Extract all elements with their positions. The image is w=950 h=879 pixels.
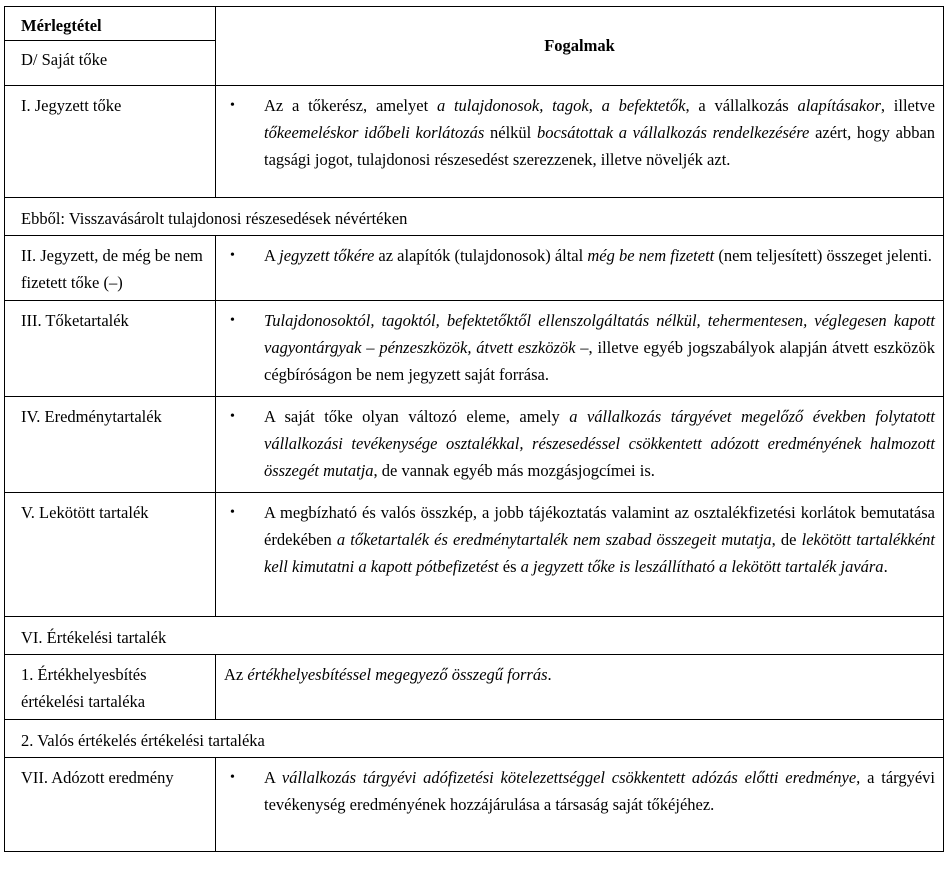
table-row	[5, 655, 944, 720]
section-row-label: VI. Értékelési tartalék	[5, 617, 944, 655]
bullet-icon: •	[230, 505, 235, 520]
italic-text-segment: tőkeemeléskor időbeli korlátozás	[264, 123, 485, 143]
definition-text	[264, 242, 935, 269]
italic-text-segment: alapításakor	[797, 96, 881, 115]
table-row	[5, 86, 944, 198]
table-row	[5, 236, 944, 301]
italic-text-segment: értékhelyesbítéssel megegyező összegű forrás	[247, 665, 548, 684]
italic-text-segment: lekötött tartalékként kell kimutatni a kapott pótbefizetést	[264, 530, 936, 577]
italic-text-segment: vállalkozás tárgyévi adófizetési kötelezettséggel csökkentett adózás előtti eredménye,	[281, 768, 861, 787]
italic-text-segment: bocsátottak a vállalkozás rendelkezésére	[536, 123, 810, 143]
bullet-icon: •	[230, 409, 235, 424]
item-label: V. Lekötött tartalék	[5, 493, 216, 617]
bullet-icon: •	[230, 248, 235, 263]
item-label: VII. Adózott eredmény	[5, 758, 216, 852]
bullet-icon: •	[230, 98, 235, 113]
italic-text-segment: Tulajdonosoktól, tagoktól, befektetőktől ellenszolgáltatás nélkül, tehermentesen, véglegesen kapott vagyontárgyak – pénzeszközök, átvett eszközök –	[264, 311, 935, 358]
item-definition	[216, 397, 944, 493]
item-definition	[216, 493, 944, 617]
text-segment: , illetve	[880, 96, 936, 115]
header-col1	[5, 7, 216, 86]
italic-text-segment: jegyzett tőkére	[279, 246, 375, 265]
text-segment: .	[883, 557, 888, 577]
item-label: 1. Értékhelyesbítés értékelési tartaléka	[5, 655, 216, 720]
text-segment: A	[264, 768, 282, 787]
text-segment: (nem teljesített) összeget jelenti.	[714, 246, 932, 265]
table-row	[5, 758, 944, 852]
header-col1-subtitle: D/ Saját tőke	[5, 40, 215, 75]
italic-text-segment: a tulajdonosok, tagok, a befektetők	[436, 96, 686, 115]
table-row	[5, 493, 944, 617]
definition-text	[224, 661, 935, 688]
definition-text	[264, 92, 935, 174]
item-label: I. Jegyzett tőke	[5, 86, 216, 198]
italic-text-segment: a vállalkozás tárgyévet megelőző években folytatott vállalkozási tevékenysége osztalékkal, részesedéssel csökkentett adózott eredményének halmozott összegét mutatja	[264, 407, 936, 481]
item-definition	[216, 301, 944, 397]
bullet-icon: •	[230, 313, 235, 328]
text-segment: .	[547, 665, 552, 684]
item-label: IV. Eredménytartalék	[5, 397, 216, 493]
table-row	[5, 301, 944, 397]
table-row	[5, 720, 944, 758]
table-row	[5, 617, 944, 655]
text-segment: Az	[224, 665, 248, 684]
italic-text-segment: még be nem fizetett	[587, 246, 715, 265]
item-definition	[216, 86, 944, 198]
bullet-icon: •	[230, 770, 235, 785]
text-segment: a tárgyévi tevékenység eredményének hozzájárulása a társaság saját tőkéjéhez.	[264, 768, 935, 815]
text-segment: Az a tőkerész, amelyet	[264, 96, 437, 115]
section-row-label: 2. Valós értékelés értékelési tartaléka	[5, 720, 944, 758]
table-row	[5, 397, 944, 493]
header-col2-title: Fogalmak	[216, 7, 944, 86]
text-segment: A saját tőke olyan változó eleme, amely	[264, 407, 570, 426]
definition-text	[264, 499, 935, 581]
italic-text-segment: a tőketartalék és eredménytartalék nem szabad összegeit mutatja	[336, 530, 772, 550]
item-definition	[216, 655, 944, 720]
definition-text	[264, 764, 935, 818]
italic-text-segment: a jegyzett tőke is leszállítható a lekötött tartalék javára	[520, 557, 884, 577]
header-col1-title: Mérlegtétel	[21, 16, 102, 35]
definition-text	[264, 403, 935, 485]
balance-sheet-table	[4, 6, 944, 852]
table-row	[5, 198, 944, 236]
item-definition	[216, 758, 944, 852]
header-row	[5, 7, 944, 86]
text-segment: nélkül	[484, 123, 537, 143]
text-segment: azért, hogy abban tagsági jogot, tulajdonosi részesedést szerezzenek, illetve növeljék azt.	[264, 123, 936, 170]
text-segment: , de	[771, 530, 802, 550]
item-label: III. Tőketartalék	[5, 301, 216, 397]
text-segment: , de vannak egyéb más mozgásjogcímei is.	[373, 461, 655, 481]
text-segment: , a vállalkozás	[685, 96, 798, 115]
text-segment: az alapítók (tulajdonosok) által	[374, 246, 588, 265]
text-segment: , illetve egyéb jogszabályok alapján átvett eszközök cégbíróságon be nem jegyzett saját forrása.	[264, 338, 935, 385]
definition-text	[264, 307, 935, 389]
item-definition	[216, 236, 944, 301]
text-segment: és	[498, 557, 521, 577]
item-label: II. Jegyzett, de még be nem fizetett tőke (–)	[5, 236, 216, 301]
text-segment: A megbízható és valós összkép, a jobb tájékoztatás valamint az osztalékfizetési korlátok bemutatása érdekében	[264, 503, 935, 550]
section-row-label: Ebből: Visszavásárolt tulajdonosi részesedések névértéken	[5, 198, 944, 236]
text-segment: A	[264, 246, 280, 265]
